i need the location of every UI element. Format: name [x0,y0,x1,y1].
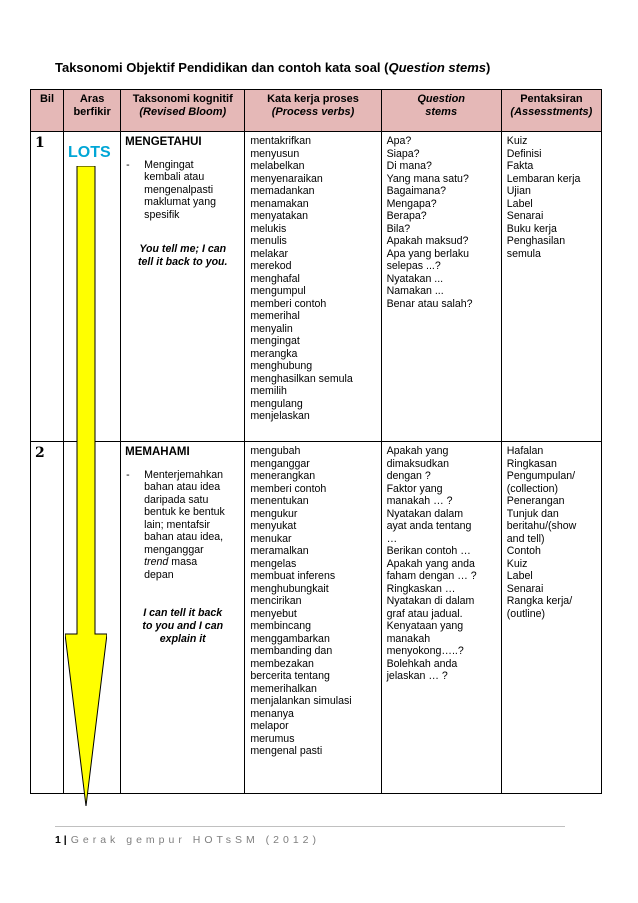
verb-item: bercerita tentang [250,670,330,682]
question-item: Bagaimana? [386,185,447,197]
assessment-item: Tunjuk dan [506,507,559,520]
question-item: ayat anda tentang [386,520,472,532]
table-row [31,442,602,794]
question-item: Apa yang berlaku [386,247,470,260]
header-aras: Aras berfikir [64,90,121,132]
verb-item: menggambarkan [250,632,330,645]
verb-item: melakar [250,247,289,260]
verb-item: menamakan [250,197,309,210]
lots-label: LOTS [68,144,111,161]
verb-item: mengumpul [250,285,306,297]
assessment-item: Fakta [506,160,534,172]
footer-text: Gerak gempur HOTsSM (2012) [70,834,321,846]
verb-item: membincang [250,620,311,632]
question-item: Bolehkah anda [386,657,458,670]
level-description: - Mengingat kembali atau mengenalpasti maklumat yang spesifik [126,158,216,221]
assessment-item: Penerangan [506,495,565,507]
question-item: Nyatakan di dalam [386,595,475,607]
verb-item: menyalin [250,322,293,335]
verb-item: menanya [250,707,294,720]
assessment-item: and tell) [506,532,545,545]
verb-item: menukar [250,532,292,545]
footer-rule [55,826,565,827]
verb-item: menyenaraikan [250,172,323,185]
assessment-item: Senarai [506,210,544,222]
question-item: manakah … ? [386,495,453,507]
verb-item: menyebut [250,607,297,620]
verb-item: mencirikan [250,595,302,607]
header-taksonomi: Taksonomi kognitif (Revised Bloom) [121,90,245,132]
row-number: 1 [31,132,64,442]
assessment-item: Kuiz [506,135,528,147]
question-item: graf atau jadual. [386,607,463,620]
question-item: dengan ? [386,470,431,482]
verb-item: mentakrifkan [250,135,311,147]
question-item: dimaksudkan [386,457,449,470]
verb-item: melapor [250,720,289,732]
assessment-list [501,442,601,794]
question-item: Benar atau salah? [386,297,473,310]
assessment-item: Buku kerja [506,222,557,235]
verb-item: meramalkan [250,545,309,557]
verb-item: merekod [250,260,292,272]
verb-item: menentukan [250,495,309,507]
assessment-item: Label [506,570,533,582]
verb-item: melabelkan [250,160,305,172]
assessment-item: semula [506,247,541,260]
verb-item: menulis [250,235,287,247]
level-name: MENGETAHUI [125,136,202,148]
assessment-item: Ujian [506,185,531,197]
assessment-item: Kuiz [506,557,528,570]
verb-item: mengenal pasti [250,745,323,757]
question-list [381,132,501,442]
assessment-item: Label [506,197,533,210]
row-number: 2 [31,442,64,794]
question-item: manakah [386,632,431,645]
taxonomy-table [30,89,602,794]
assessment-item: Senarai [506,582,544,595]
verb-item: menyusun [250,147,300,160]
verb-item: membanding dan [250,645,333,657]
verb-item: menghubungkait [250,582,329,595]
title-text: Taksonomi Objektif Pendidikan dan contoh kata soal ( [55,60,389,75]
question-item: Namakan ... [386,285,444,297]
footer-separator: | [63,834,67,846]
assessment-item: (outline) [506,607,546,620]
assessment-item: Lembaran kerja [506,172,581,185]
verb-list [245,132,381,442]
page-number: 1 [55,834,61,846]
question-item: Mengapa? [386,197,437,210]
question-item: Apakah yang [386,445,449,457]
title-italic: Question stems [388,60,487,75]
question-item: Ringkaskan … [386,582,456,595]
question-item: Apakah maksud? [386,235,469,247]
assessment-item: Penghasilan [506,235,566,247]
question-item: Kenyataan yang [386,620,464,632]
verb-list [245,442,381,794]
verb-item: memadankan [250,185,315,197]
verb-item: mengelas [250,557,297,570]
footer [55,834,320,846]
verb-item: menghubung [250,360,313,372]
verb-item: memberi contoh [250,297,327,310]
page-title [55,60,490,75]
table-row [31,132,602,442]
header-question: Question stems [381,90,501,132]
assessment-item: beritahu/(show [506,520,577,532]
header-pentaksiran: Pentaksiran (Assesstments) [501,90,601,132]
question-item: Bila? [386,222,411,235]
verb-item: memerihalkan [250,682,317,695]
question-item: Apa? [386,135,412,147]
question-item: Faktor yang [386,482,443,495]
verb-item: memberi contoh [250,482,327,495]
question-item: Berikan contoh … [386,545,471,557]
question-item: Nyatakan dalam [386,507,464,520]
verb-item: mengubah [250,445,301,457]
verb-item: menjelaskan [250,410,310,422]
header-bil: Bil [31,90,64,132]
verb-item: menjalankan simulasi [250,695,352,707]
verb-item: mengukur [250,507,298,520]
question-list [381,442,501,794]
verb-item: menerangkan [250,470,316,482]
verb-item: mengingat [250,335,300,347]
down-arrow-icon [65,166,107,808]
question-item: Berapa? [386,210,427,222]
verb-item: menghasilkan semula [250,372,353,385]
header-kata-kerja: Kata kerja proses (Process verbs) [245,90,381,132]
verb-item: merangka [250,347,298,360]
assessment-item: Definisi [506,147,542,160]
assessment-item: (collection) [506,482,559,495]
assessment-item: Rangka kerja/ [506,595,573,607]
verb-item: menganggar [250,457,310,470]
verb-item: menghafal [250,272,300,285]
verb-item: menyatakan [250,210,309,222]
assessment-list [501,132,601,442]
question-item: faham dengan … ? [386,570,477,582]
assessment-item: Contoh [506,545,541,557]
question-item: Yang mana satu? [386,172,469,185]
question-item: jelaskan … ? [386,670,448,682]
verb-item: mengulang [250,397,303,410]
question-item: Apakah yang anda [386,557,475,570]
level-name: MEMAHAMI [125,446,190,458]
level-quote: You tell me; I can tell it back to you. [138,243,228,268]
header-row [31,90,602,132]
question-item: Nyatakan ... [386,272,444,285]
verb-item: melukis [250,222,287,235]
verb-item: membuat inferens [250,570,336,582]
assessment-item: Pengumpulan/ [506,470,576,482]
verb-item: memilih [250,385,287,397]
question-item: … [386,532,398,545]
question-item: Siapa? [386,147,420,160]
level-description: - Menterjemahkan bahan atau idea daripada satu bentuk ke bentuk lain; mentafsir bahan atau idea, menganggar trend masa depan [126,468,225,581]
question-item: Di mana? [386,160,432,172]
assessment-item: Hafalan [506,445,544,457]
level-quote: I can tell it back to you and I can explain it [142,607,224,645]
level-cell [121,442,245,794]
verb-item: membezakan [250,657,314,670]
verb-item: menyukat [250,520,297,532]
verb-item: merumus [250,732,295,745]
verb-item: memerihal [250,310,300,322]
title-close: ) [486,60,491,75]
level-cell [121,132,245,442]
assessment-item: Ringkasan [506,457,557,470]
question-item: selepas ...? [386,260,441,272]
question-item: menyokong…..? [386,645,464,657]
